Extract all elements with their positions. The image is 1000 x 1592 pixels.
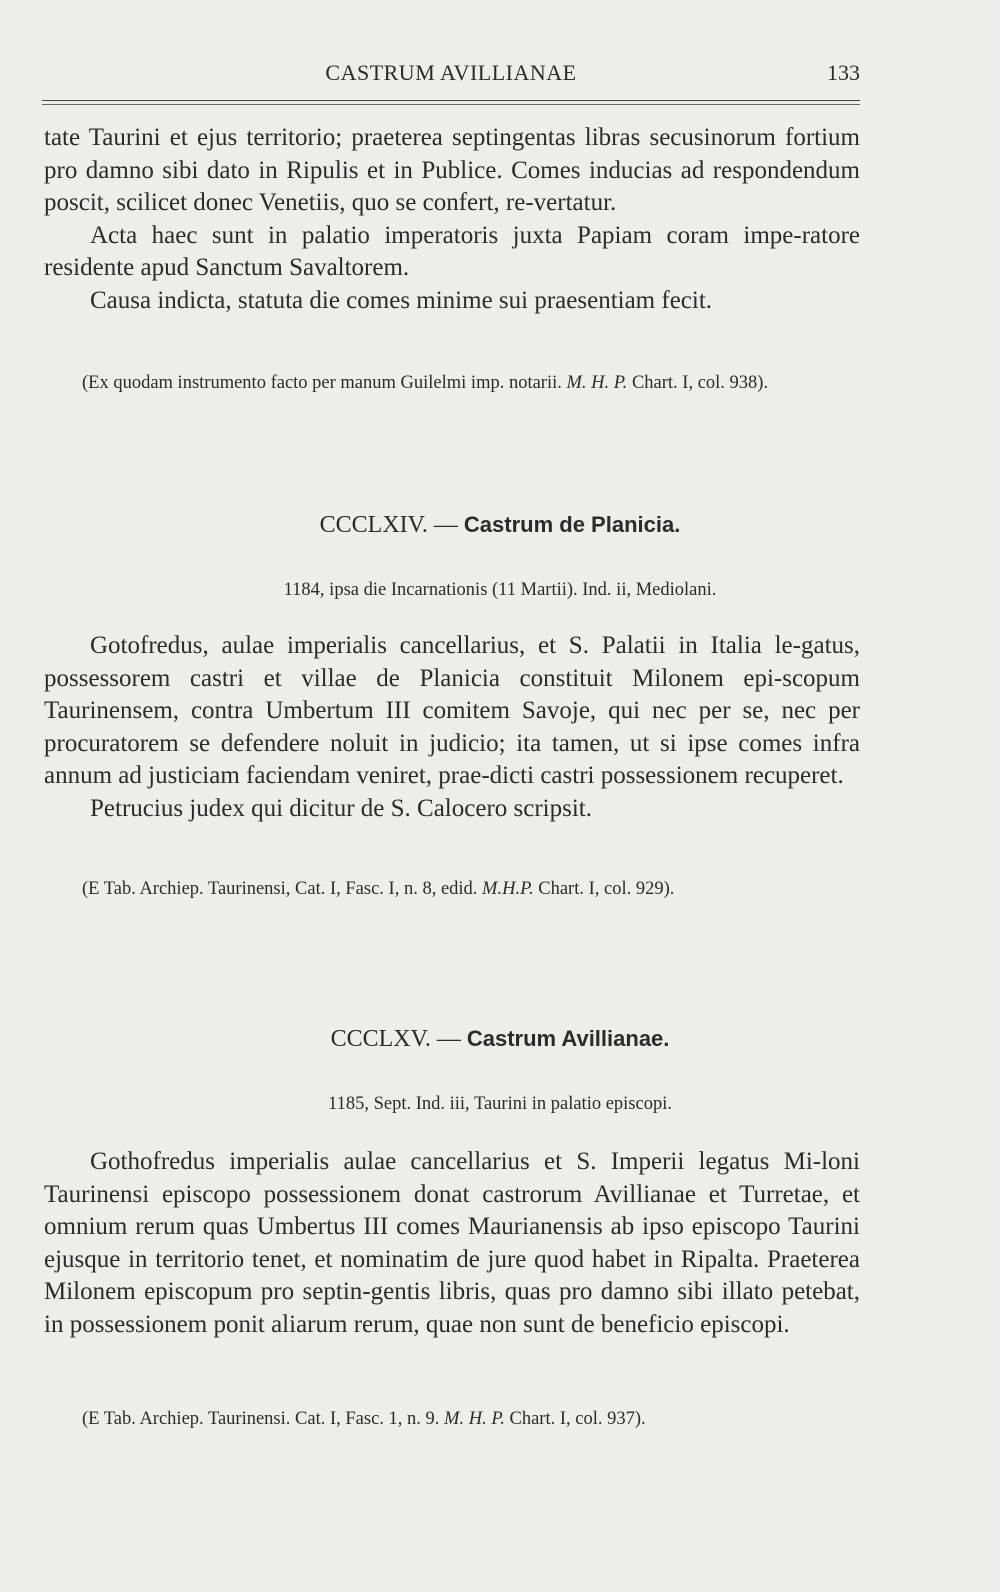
- doc-264-text: [44, 630, 860, 825]
- continuation-paragraph-1: tate Taurini et ejus territorio; praeterea septingentas libras secusinorum fortium pro damno sibi dato in Ripulis et in Publice. Comes inducias ad respondendum poscit, scilicet donec Venetiis, quo se confert, re-vertatur.: [44, 124, 860, 216]
- doc-264-dash: —: [427, 512, 464, 538]
- doc-264-paragraph-2: Petrucius judex qui dicitur de S. Calocero scripsit.: [90, 794, 592, 822]
- doc-265-source-note: [82, 1406, 860, 1432]
- header-rule-second: [42, 104, 860, 105]
- doc-265-paragraph-1: Gothofredus imperialis aulae cancellarius et S. Imperii legatus Mi-loni Taurinensi episcopo possessionem donat castrorum Avillianae et Turretae, et omnium rerum quas Umbertus III comes Maurianensis ab ipso episcopo Taurini ejusque in territorio tenet, et nominatim de jure quod habet in Ripalta. Praeterea Milonem episcopum pro septin-gentis libris, quas pro damno sibi illato petebat, in possessionem ponit aliarum rerum, quae non sunt de beneficio episcopi.: [44, 1148, 860, 1338]
- doc-265-heading: [0, 1026, 1000, 1053]
- continuation-paragraph-2: Acta haec sunt in palatio imperatoris juxta Papiam coram impe-ratore residente apud Sanctum Savaltorem.: [44, 221, 860, 281]
- doc-265-text: [44, 1146, 860, 1341]
- continuation-paragraph-3: Causa indicta, statuta die comes minime sui praesentiam fecit.: [90, 286, 713, 314]
- doc-265-dash: —: [430, 1026, 467, 1052]
- doc-264-source-tail: Chart. I, col. 929).: [533, 879, 675, 899]
- doc-264-source-note: [82, 876, 860, 902]
- doc-265-dateline: 1185, Sept. Ind. iii, Taurini in palatio episcopi.: [328, 1094, 672, 1114]
- doc-265-source-text: (E Tab. Archiep. Taurinensi. Cat. I, Fasc. 1, n. 9.: [82, 1409, 445, 1429]
- header-rule: [42, 100, 860, 101]
- doc-264-number: CCCLXIV.: [319, 512, 428, 538]
- page-number: 133: [827, 60, 860, 85]
- running-head: CASTRUM AVILLIANAE: [325, 60, 577, 85]
- continuation-source-note: [82, 370, 860, 396]
- continuation-source-tail: Chart. I, col. 938).: [627, 373, 769, 393]
- doc-264-title: Castrum de Planicia.: [463, 512, 681, 537]
- doc-265-source-italic: M. H. P.: [444, 1409, 505, 1429]
- doc-265-number: CCCLXV.: [330, 1026, 431, 1052]
- continuation-text: [44, 122, 860, 317]
- doc-264-paragraph-1: Gotofredus, aulae imperialis cancellarius, et S. Palatii in Italia le-gatus, possessorem castri et villae de Planicia constituit Milonem epi-scopum Taurinensem, contra Umbertum III comitem Savoje, qui nec per se, nec per procuratorem se defendere noluit in judicio; ita tamen, ut si ipse comes infra annum ad justiciam faciendam veniret, prae-dicti castri possessionem recuperet.: [44, 632, 860, 789]
- continuation-source-italic: M. H. P.: [566, 373, 628, 393]
- doc-264-source-text: (E Tab. Archiep. Taurinensi, Cat. I, Fasc. I, n. 8, edid.: [82, 879, 483, 899]
- continuation-source-text: (Ex quodam instrumento facto per manum Guilelmi imp. notarii.: [82, 373, 567, 393]
- doc-264-heading: [0, 512, 1000, 539]
- page-header: [42, 58, 860, 92]
- doc-264-source-italic: M.H.P.: [482, 879, 534, 899]
- doc-265-title: Castrum Avillianae.: [466, 1026, 670, 1051]
- doc-264-dateline: 1184, ipsa die Incarnationis (11 Martii). Ind. ii, Mediolani.: [283, 580, 717, 600]
- doc-265-source-tail: Chart. I, col. 937).: [504, 1409, 646, 1429]
